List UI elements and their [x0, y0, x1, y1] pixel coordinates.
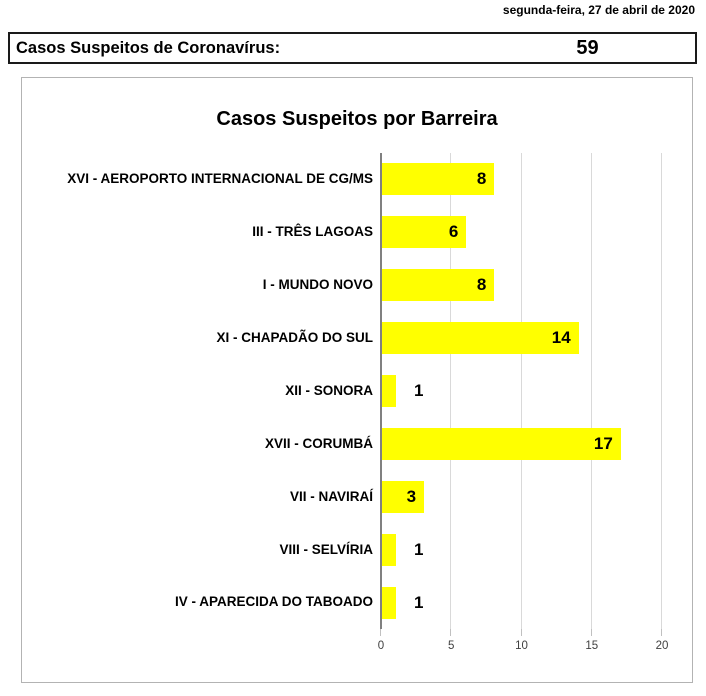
- category-label: XI - CHAPADÃO DO SUL: [216, 330, 373, 345]
- x-axis-tick: [450, 629, 451, 636]
- summary-total-value: 59: [576, 36, 599, 59]
- bar-area: [382, 259, 692, 312]
- x-axis-tick-label: 5: [448, 640, 455, 652]
- bar-area: [382, 312, 692, 365]
- bar-row: [22, 576, 692, 629]
- value-label: 17: [593, 433, 613, 453]
- bar-row: [22, 417, 692, 470]
- x-axis-tick-label: 15: [585, 640, 599, 652]
- bar-area: [382, 365, 692, 418]
- bar-row: [22, 470, 692, 523]
- bar-area: [382, 417, 692, 470]
- x-axis-tick-label: 20: [655, 640, 669, 652]
- x-axis-tick: [380, 629, 381, 636]
- report-date: segunda-feira, 27 de abril de 2020: [502, 3, 695, 17]
- bar-row: [22, 206, 692, 259]
- bar: [382, 375, 396, 407]
- summary-bar: [8, 32, 697, 64]
- x-axis-tick: [591, 629, 592, 636]
- bar-row: [22, 153, 692, 206]
- category-label: XII - SONORA: [285, 382, 373, 398]
- category-label: I - MUNDO NOVO: [262, 277, 373, 293]
- value-label: 8: [476, 169, 487, 189]
- category-label: XVI - AEROPORTO INTERNACIONAL DE CG/MS: [67, 171, 373, 187]
- x-axis-tick: [661, 629, 662, 636]
- value-label: 6: [448, 222, 459, 242]
- bar-row: [22, 365, 692, 418]
- bar-rows: [22, 153, 692, 629]
- category-label: III - TRÊS LAGOAS: [252, 224, 373, 240]
- bar: [382, 481, 424, 513]
- chart-title: Casos Suspeitos por Barreira: [216, 108, 498, 130]
- x-axis-tick-label: 10: [515, 640, 528, 652]
- chart-container: [21, 77, 693, 683]
- bar-area: [382, 470, 692, 523]
- value-label: 1: [414, 539, 424, 559]
- bar-area: [382, 523, 692, 576]
- bar: [382, 534, 396, 566]
- value-label: 1: [414, 592, 424, 612]
- category-label: VIII - SELVÍRIA: [279, 541, 373, 557]
- value-label: 14: [551, 328, 571, 348]
- bar-row: [22, 523, 692, 576]
- x-axis-tick: [521, 629, 522, 636]
- value-label: 8: [476, 275, 487, 295]
- bar: [382, 322, 579, 354]
- summary-label: Casos Suspeitos de Coronavírus:: [16, 38, 281, 57]
- value-label: 3: [406, 486, 417, 506]
- category-label: IV - APARECIDA DO TABOADO: [175, 594, 373, 610]
- bar-area: [382, 153, 692, 206]
- x-axis-tick-label: 0: [377, 640, 385, 652]
- category-label: XVII - CORUMBÁ: [265, 435, 373, 451]
- bar-area: [382, 576, 692, 629]
- bar: [382, 587, 396, 619]
- bar-row: [22, 312, 692, 365]
- bar-row: [22, 259, 692, 312]
- bar-area: [382, 206, 692, 259]
- value-label: 1: [414, 381, 424, 400]
- bar: [382, 428, 621, 460]
- category-label: VII - NAVIRAÍ: [289, 488, 373, 504]
